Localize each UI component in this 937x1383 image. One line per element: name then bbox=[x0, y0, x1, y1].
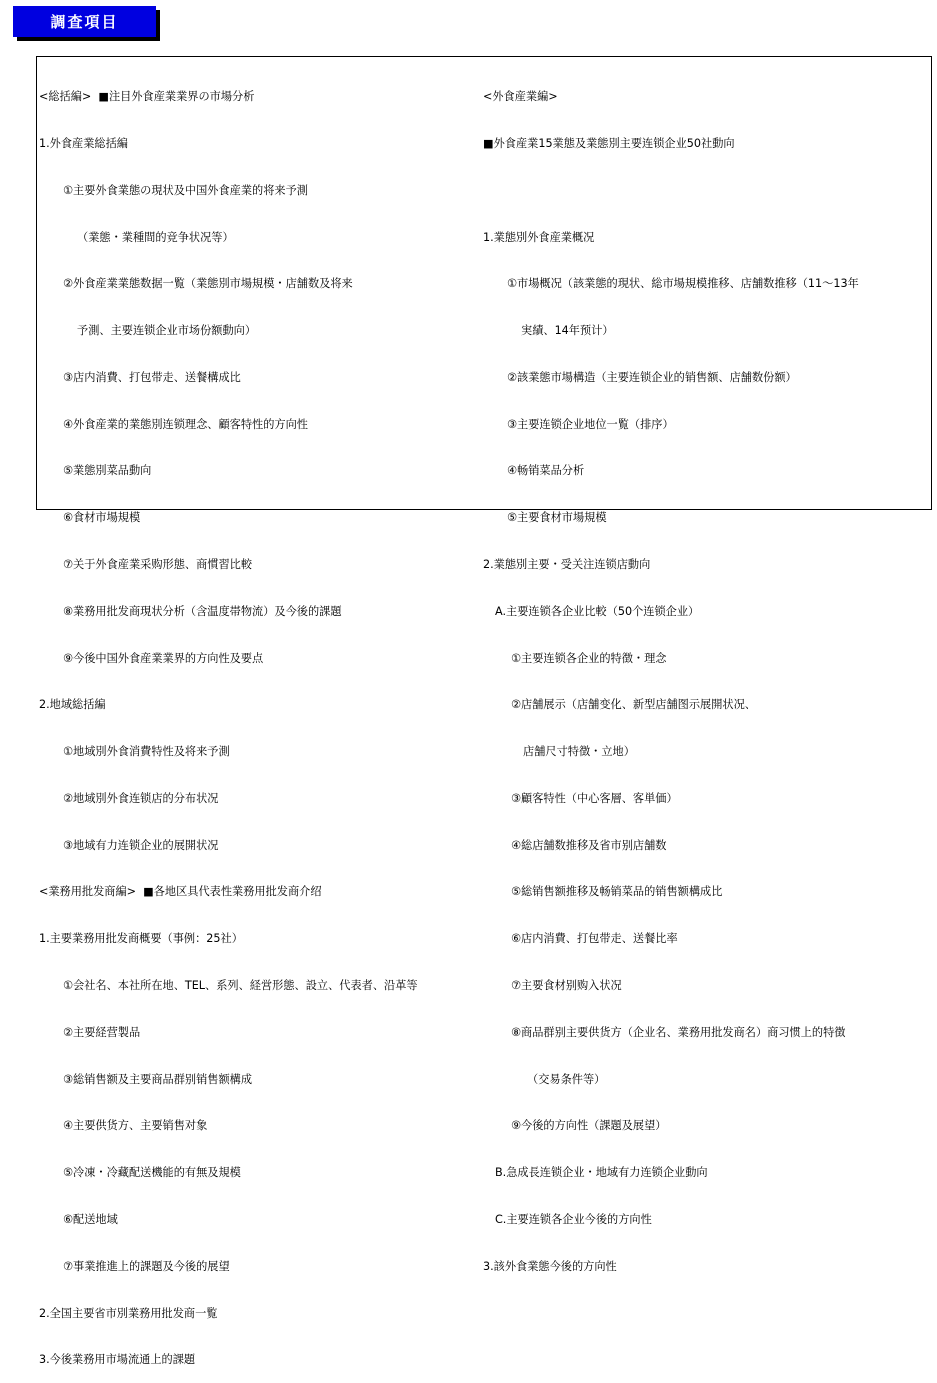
list-item: ①地域別外食消費特性及将来予測 bbox=[63, 745, 230, 759]
subheading-b: B.急成長连锁企业・地域有力连锁企业動向 bbox=[495, 1166, 708, 1180]
list-item: ⑥店内消費、打包带走、送餐比率 bbox=[511, 932, 678, 946]
list-item: ③総销售额及主要商品群别销售额構成 bbox=[63, 1072, 253, 1086]
list-item: ③店内消費、打包带走、送餐構成比 bbox=[63, 370, 241, 384]
list-item: ③主要连锁企业地位一覧（排序） bbox=[507, 417, 674, 431]
list-item-cont: （業態・業種間的竞争状况等） bbox=[77, 230, 234, 244]
list-item: ⑧業務用批发商現状分析（含温度帯物流）及今後的課題 bbox=[63, 604, 342, 618]
section-heading-food: <外食産業編> bbox=[483, 90, 558, 104]
list-item: ⑤主要食材市場規模 bbox=[507, 511, 607, 525]
list-item: ⑦关于外食産業采购形態、商慣習比較 bbox=[63, 558, 253, 571]
page-title: 調査項目 bbox=[13, 6, 156, 37]
list-item: ④総店舗数推移及省市别店舗数 bbox=[511, 838, 667, 852]
list-item: ①主要连锁各企业的特徴・理念 bbox=[511, 651, 667, 665]
list-item: ⑨今後的方向性（課題及展望） bbox=[511, 1119, 667, 1133]
list-item: ②地域別外食连锁店的分布状况 bbox=[63, 791, 219, 805]
section-heading-wholesaler: <業務用批发商編> ■各地区具代表性業務用批发商介绍 bbox=[39, 885, 322, 899]
list-item-cont: （交易条件等） bbox=[527, 1072, 606, 1086]
list-item: ②外食産業業態数据一覧（業態別市場規模・店舗数及将来 bbox=[63, 277, 353, 291]
list-item: ①会社名、本社所在地、TEL、系列、経営形態、設立、代表者、沿革等 bbox=[63, 979, 418, 993]
list-item: ③地域有力连锁企业的展開状况 bbox=[63, 838, 219, 852]
blank-line bbox=[483, 183, 929, 199]
list-item: ⑨今後中国外食産業業界的方向性及要点 bbox=[63, 651, 264, 665]
section-subheading-food: ■外食産業15業態及業態別主要连锁企业50社動向 bbox=[483, 136, 735, 150]
list-item: ①主要外食業態の現状及中国外食産業的将来予測 bbox=[63, 183, 308, 197]
list-item-cont: 店舗尺寸特徴・立地） bbox=[523, 745, 635, 759]
heading-future-direction: 3.該外食業態今後的方向性 bbox=[483, 1259, 617, 1273]
list-item: ④外食産業的業態別连锁理念、顧客特性的方向性 bbox=[63, 417, 308, 431]
subheading-a: A.主要连锁各企业比較（50个连锁企业） bbox=[495, 604, 700, 618]
list-item: ②店舗展示（店舗变化、新型店舗图示展開状况、 bbox=[511, 698, 756, 712]
left-column bbox=[39, 58, 479, 1383]
list-item: ⑥配送地域 bbox=[63, 1212, 118, 1226]
list-item: ③顧客特性（中心客層、客単価） bbox=[511, 791, 678, 805]
list-item: ⑥食材市場規模 bbox=[63, 511, 141, 525]
list-item: ④畅销菜品分析 bbox=[507, 464, 585, 478]
list-item: ②主要経营製品 bbox=[63, 1025, 141, 1039]
heading-format-overview: 1.業態別外食産業概况 bbox=[483, 230, 595, 244]
list-item-cont: 実績、14年预计） bbox=[521, 324, 614, 338]
list-item: ①市場概况（該業態的現状、総市場規模推移、店舗数推移（11～13年 bbox=[507, 277, 859, 291]
list-item: ⑦事業推進上的課題及今後的展望 bbox=[63, 1259, 230, 1273]
list-item: ⑦主要食材别购入状况 bbox=[511, 979, 622, 993]
heading-wholesaler-list: 2.全国主要省市別業務用批发商一覧 bbox=[39, 1306, 218, 1320]
list-item-cont: 予測、主要连锁企业市场份额動向） bbox=[77, 324, 257, 338]
list-item: ⑤冷凍・冷藏配送機能的有無及規模 bbox=[63, 1166, 241, 1180]
heading-regional: 2.地域総括編 bbox=[39, 698, 106, 712]
list-item: ⑤業態別菜品動向 bbox=[63, 464, 152, 478]
heading-distribution-issues: 3.今後業務用市場流通上的課題 bbox=[39, 1353, 196, 1367]
subheading-c: C.主要连锁各企业今後的方向性 bbox=[495, 1212, 652, 1226]
heading-wholesaler-overview: 1.主要業務用批发商概要（事例：25社） bbox=[39, 932, 243, 946]
section-heading-general: <総括編> ■注目外食産業業界の市場分析 bbox=[39, 90, 255, 104]
list-item: ⑧商品群别主要供货方（企业名、業務用批发商名）商习惯上的特徴 bbox=[511, 1025, 846, 1039]
list-item: ②該業態市場構造（主要连锁企业的销售额、店舗数份额） bbox=[507, 370, 797, 384]
heading-food-overview: 1.外食産業総括編 bbox=[39, 136, 128, 150]
list-item: ④主要供货方、主要销售对象 bbox=[63, 1119, 208, 1133]
heading-chain-trends: 2.業態別主要・受关注连锁店動向 bbox=[483, 558, 651, 571]
list-item: ⑤総销售额推移及畅销菜品的销售额構成比 bbox=[511, 885, 723, 899]
right-column bbox=[483, 58, 929, 1290]
